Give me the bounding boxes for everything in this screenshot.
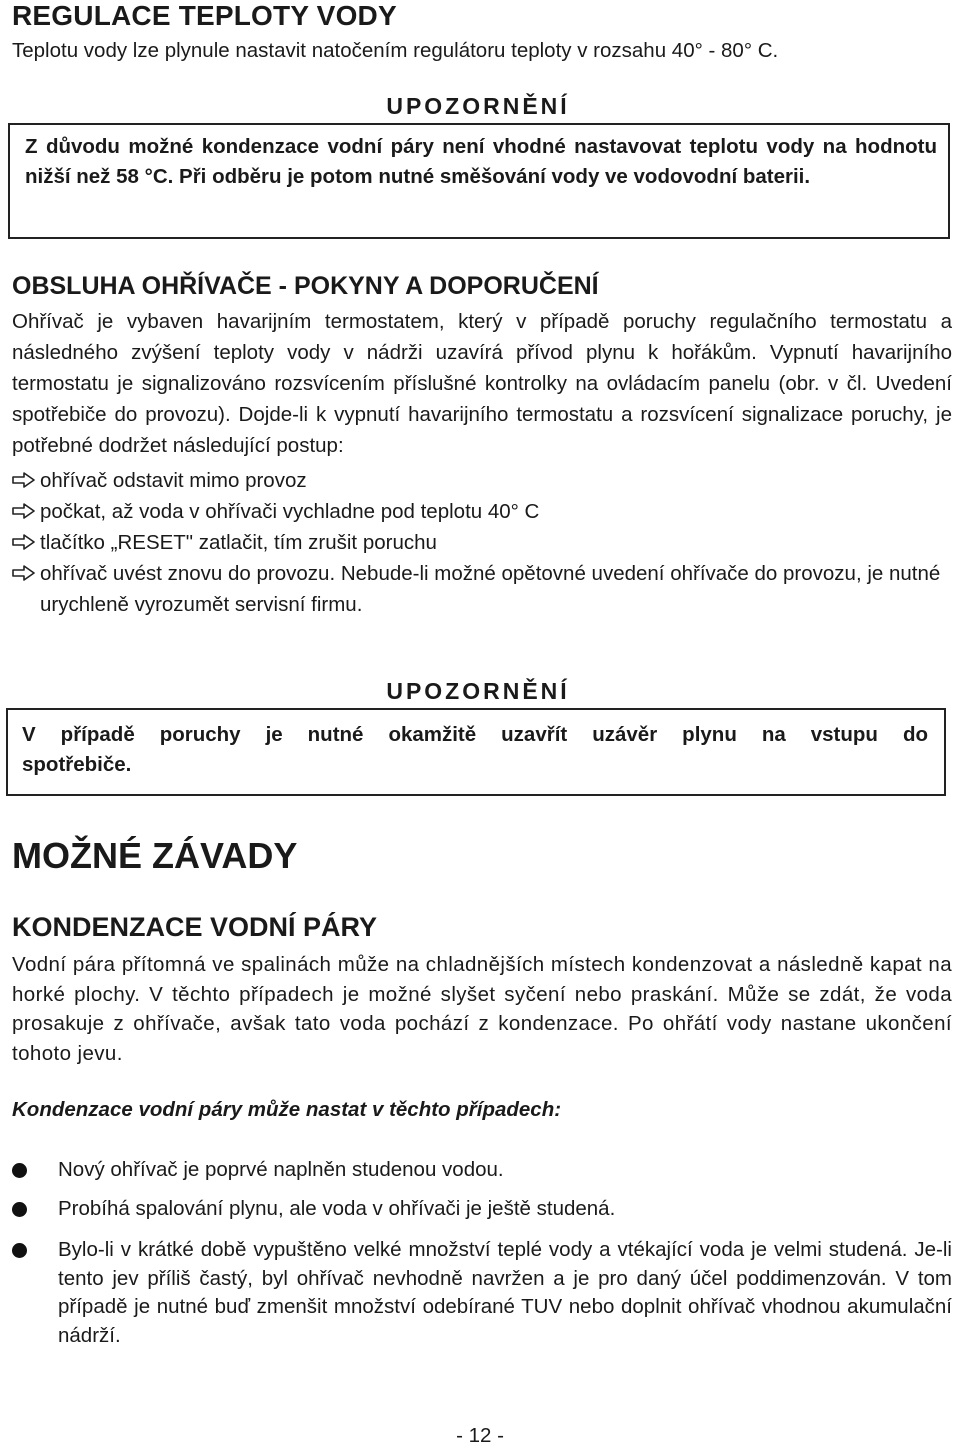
case-text: Bylo-li v krátké době vypuštěno velké množství teplé vody a vtékající voda je velmi studená. Je-li tento jev příliš častý, byl ohřívač nevhodně navržen a je pro daný účel poddimenzován. V tom případě je nutné buď zmenšit množství odebírané TUV nebo doplnit ohřívač vhodnou akumulační nádrží. [58,1238,952,1347]
step-text: tlačítko „RESET" zatlačit, tím zrušit poruchu [40,531,437,554]
section-title-water-temperature: REGULACE TEPLOTY VODY [12,0,397,31]
water-temperature-text: Teplotu vody lze plynule nastavit natočením regulátoru teploty v rozsahu 40° - 80° C. [12,39,779,62]
warning-text-continuation: spotřebiče. [22,753,132,776]
cases-heading: Kondenzace vodní páry může nastat v těchto případech: [12,1098,562,1121]
warning-text: V případě poruchy je nutné okamžitě uzavřít uzávěr plynu na vstupu do [22,723,928,746]
section-title-operation: OBSLUHA OHŘÍVAČE - POKYNY A DOPORUČENÍ [12,272,599,300]
outline-arrow-right-icon [12,534,36,550]
operation-text: Ohřívač je vybaven havarijním termostatem, který v případě poruchy regulačního termostatu a následného zvýšení teploty vody v nádrži uzavírá přívod plynu k hořákům. Vypnutí havarijního termostatu je signalizováno rozsvícením příslušné kontrolky na ovládacím panelu (obr. v čl. Uvedení spotřebiče do provozu). Dojde-li k vypnutí havarijního termostatu a rozsvícení signalizace poruchy, je potřebné dodržet následující postup: [12,310,952,457]
warning-label: UPOZORNĚNÍ [305,93,651,120]
section-title-faults: MOŽNÉ ZÁVADY [12,835,298,876]
warning-text: Z důvodu možné kondenzace vodní páry není vhodné nastavovat teplotu vody na hodnotu nižší než 58 °C. Při odběru je potom nutné směšování vody ve vodovodní baterii. [25,135,937,188]
filled-circle-bullet-icon [12,1202,27,1217]
step-text: ohřívač odstavit mimo provoz [40,469,307,492]
outline-arrow-right-icon [12,472,36,488]
case-text: Probíhá spalování plynu, ale voda v ohřívači je ještě studená. [58,1197,616,1220]
case-text: Nový ohřívač je poprvé naplněn studenou vodou. [58,1158,504,1181]
subsection-title-condensation: KONDENZACE VODNÍ PÁRY [12,912,378,942]
step-text: ohřívač uvést znovu do provozu. Nebude-li možné opětovné uvedení ohřívače do provozu, je nutné urychleně vyrozumět servisní firmu. [40,562,941,616]
warning-label: UPOZORNĚNÍ [305,678,651,705]
condensation-text: Vodní pára přítomná ve spalinách může na chladnějších místech kondenzovat a následně kapat na horké plochy. V těchto případech je možné slyšet syčení nebo praskání. Může se zdát, že voda prosakuje z ohřívače, avšak tato voda pochází z kondenzace. Po ohřátí vody nastane ukončení tohoto jevu. [12,953,952,1065]
outline-arrow-right-icon [12,565,36,581]
filled-circle-bullet-icon [12,1243,27,1258]
page-number: - 12 - [456,1424,504,1447]
outline-arrow-right-icon [12,503,36,519]
step-text: počkat, až voda v ohřívači vychladne pod teplotu 40° C [40,500,540,523]
filled-circle-bullet-icon [12,1163,27,1178]
